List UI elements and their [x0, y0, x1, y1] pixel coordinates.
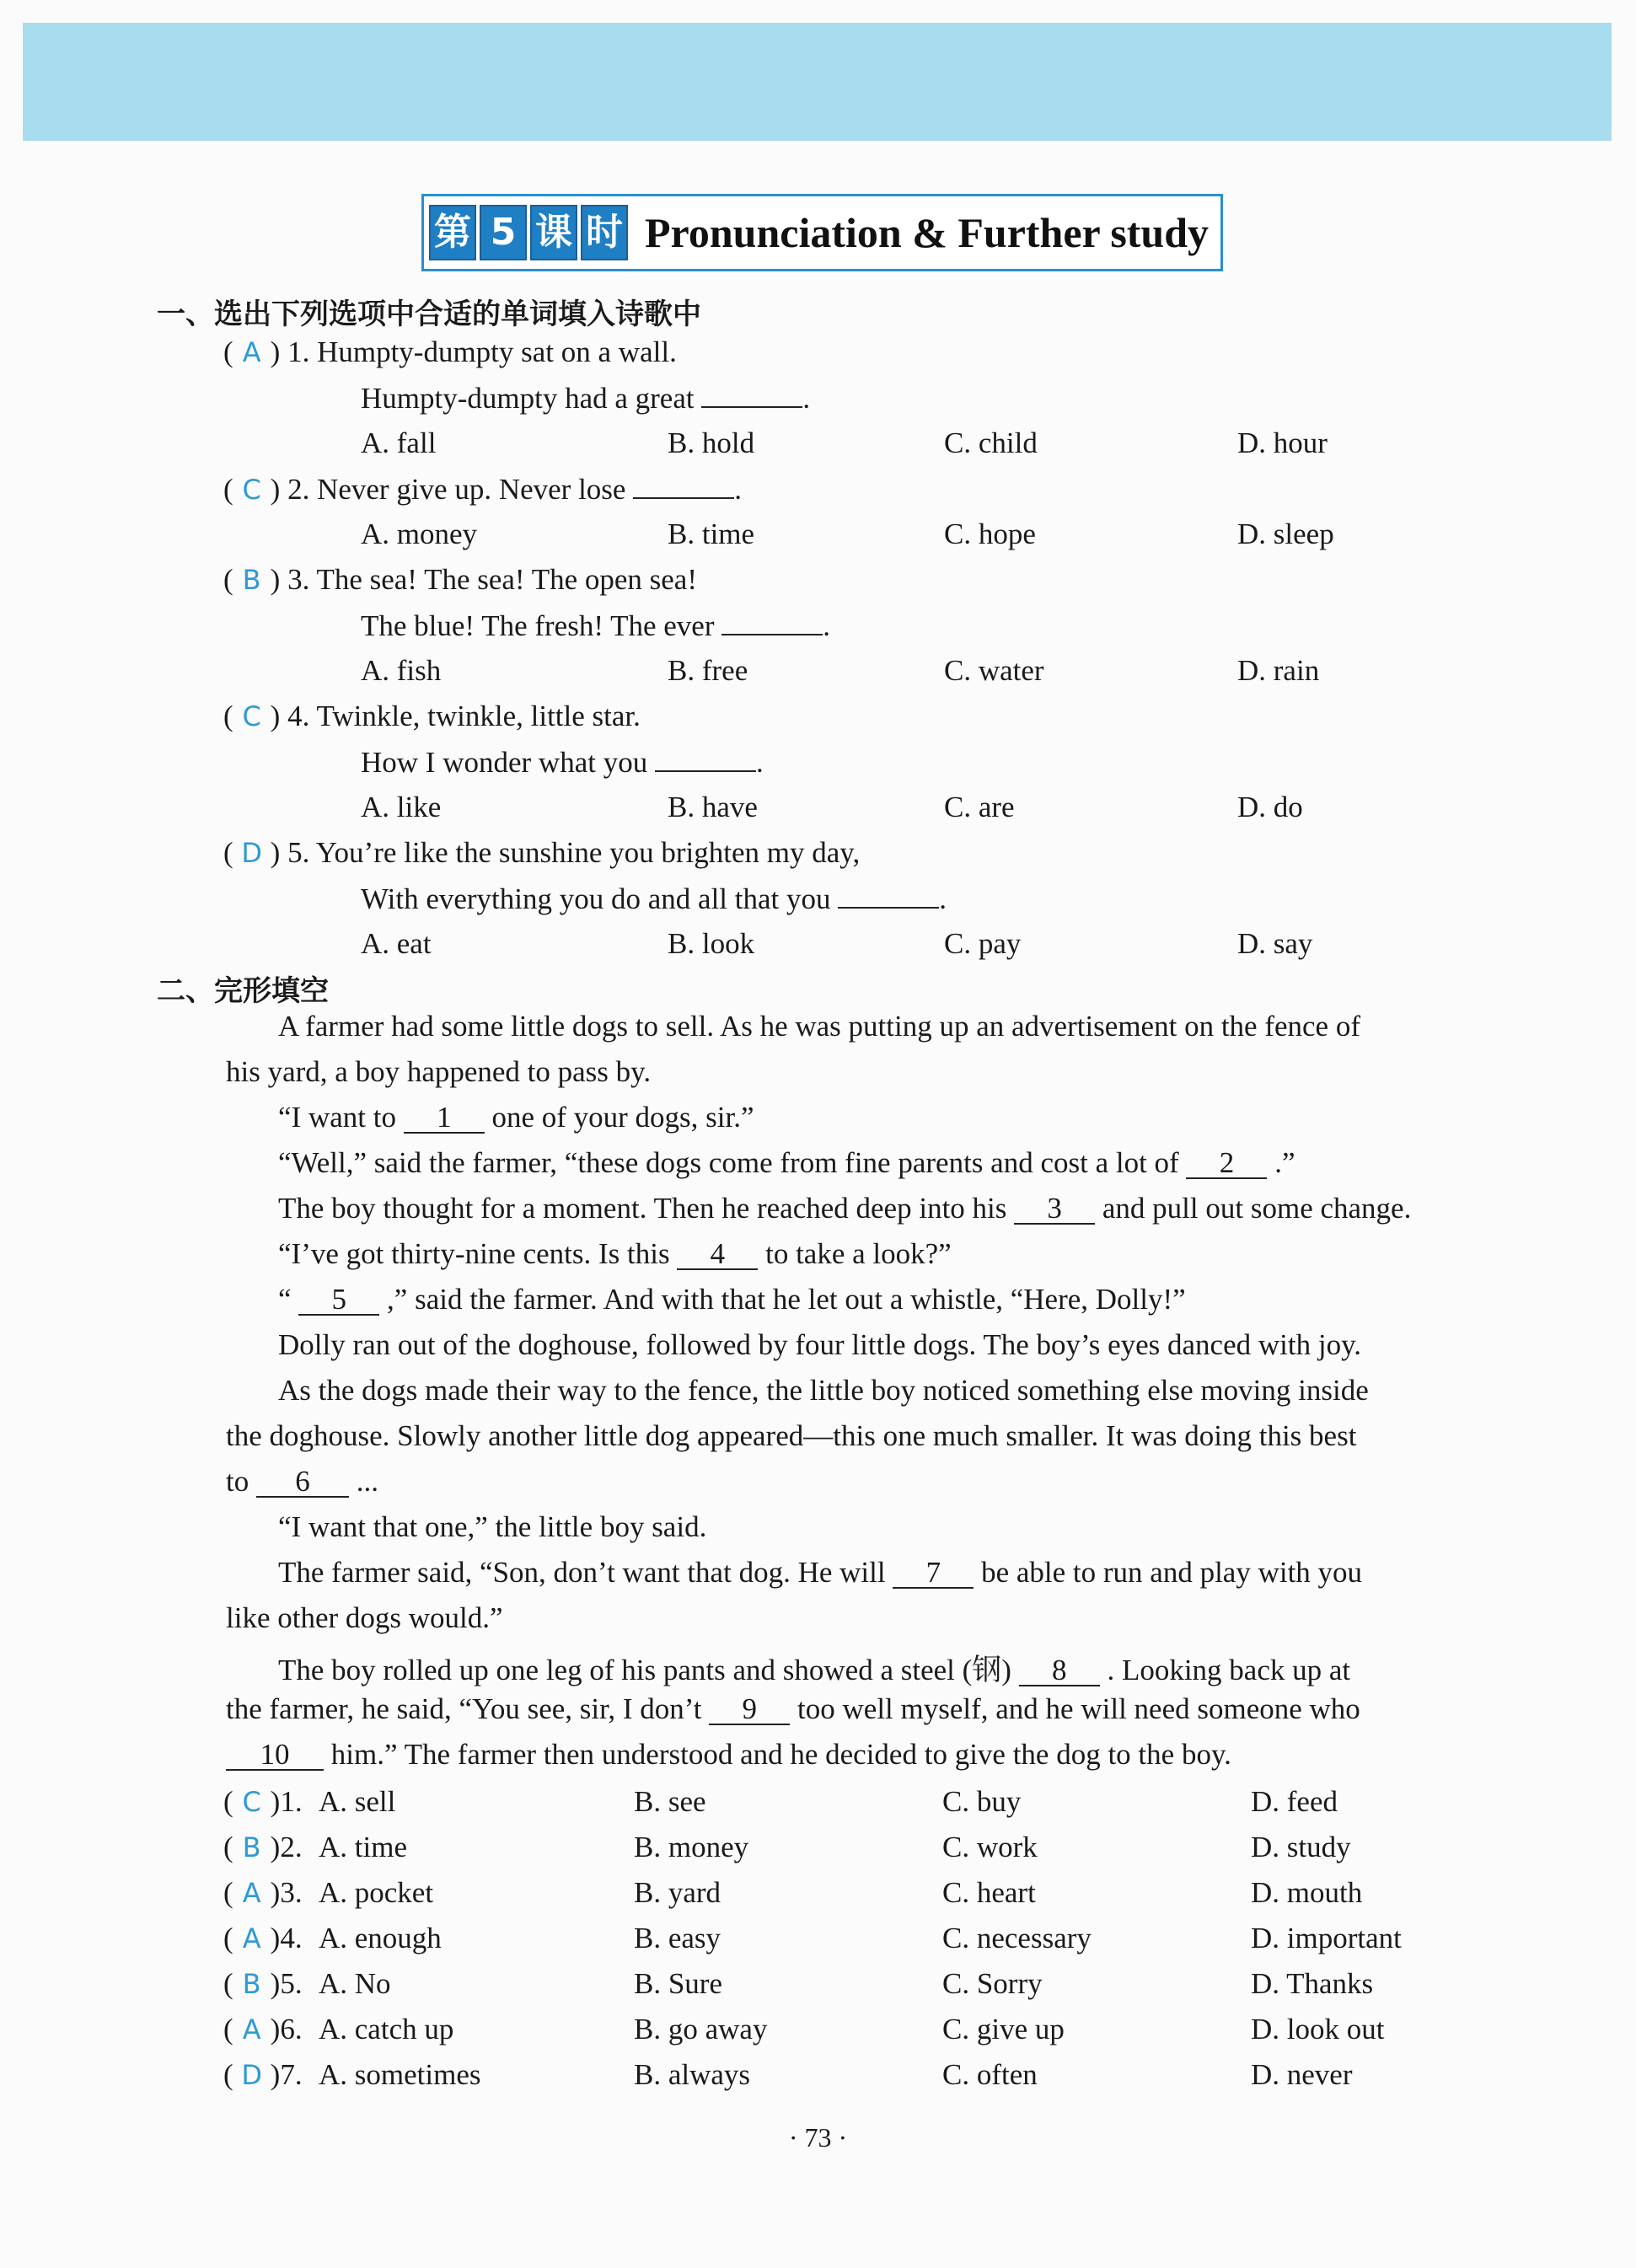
passage-text: be able to run and play with you	[981, 1556, 1363, 1589]
passage-text: The boy rolled up one leg of his pants and showed a steel (钢)	[278, 1654, 1011, 1686]
blank-9: 9	[709, 1695, 790, 1725]
passage-text: “I’ve got thirty-nine cents. Is this	[278, 1237, 670, 1270]
answer-mark: A	[242, 1922, 261, 1954]
option: D. study	[1251, 1831, 1351, 1863]
badge-char: 第	[429, 205, 476, 260]
question-number: 5.	[287, 836, 310, 869]
question-line: How I wonder what you	[361, 746, 648, 779]
option: C. are	[944, 791, 1015, 823]
question-line: The sea! The sea! The open sea!	[316, 563, 697, 596]
passage-text: ...	[356, 1465, 378, 1498]
option: A. catch up	[319, 2013, 454, 2045]
passage-line: Dolly ran out of the doghouse, followed by four little dogs. The boy’s eyes danced with joy.	[278, 1328, 1362, 1361]
option: C. pay	[944, 927, 1022, 960]
passage-text: .”	[1274, 1146, 1295, 1179]
option: B. hold	[668, 426, 755, 459]
option: D. say	[1237, 927, 1313, 960]
blank-7: 7	[893, 1558, 974, 1589]
passage-line: A farmer had some little dogs to sell. As he was putting up an advertisement on the fence of	[278, 1010, 1360, 1043]
cloze-question-5	[223, 1967, 303, 2001]
option: C. work	[942, 1831, 1038, 1863]
close-paren: )	[270, 1922, 281, 1954]
passage-line: like other dogs would.”	[226, 1601, 503, 1634]
option: A. fall	[361, 426, 437, 459]
option: A. enough	[319, 1922, 442, 1954]
question-number: 4.	[287, 700, 310, 732]
passage-text: The farmer said, “Son, don’t want that dog. He will	[278, 1556, 886, 1589]
option: D. look out	[1251, 2013, 1385, 2045]
close-paren: )	[270, 335, 281, 368]
title-text: Pronunciation & Further study	[645, 209, 1210, 256]
answer-blank	[655, 745, 756, 772]
open-paren: (	[223, 1785, 233, 1818]
option: C. often	[942, 2058, 1038, 2091]
option: C. Sorry	[942, 1967, 1043, 2000]
answer-mark: D	[241, 837, 262, 869]
open-paren: (	[223, 1967, 233, 2000]
passage-text: and pull out some change.	[1102, 1192, 1412, 1225]
cloze-question-7	[223, 2058, 303, 2092]
answer-mark: B	[242, 1831, 261, 1863]
cloze-question-4	[223, 1922, 303, 1955]
option: A. fish	[361, 654, 442, 687]
question-number: 7.	[280, 2058, 303, 2091]
answer-blank	[838, 882, 939, 909]
passage-text: The boy thought for a moment. Then he reached deep into his	[278, 1192, 1007, 1225]
cloze-question-2	[223, 1831, 303, 1864]
open-paren: (	[223, 700, 233, 732]
option: C. water	[944, 654, 1044, 687]
answer-blank	[701, 381, 802, 408]
blank-6: 6	[256, 1467, 349, 1498]
answer-mark: D	[241, 2059, 262, 2091]
close-paren: )	[270, 700, 281, 732]
option: C. give up	[942, 2013, 1065, 2045]
open-paren: (	[223, 836, 233, 869]
question-number: 1.	[280, 1785, 303, 1818]
passage-text: “I want to	[278, 1101, 396, 1134]
option: D. mouth	[1251, 1876, 1363, 1909]
option: A. sometimes	[319, 2058, 481, 2091]
passage-text: too well myself, and he will need someone who	[797, 1692, 1360, 1725]
line-end: .	[755, 746, 764, 779]
question-number: 2.	[287, 473, 310, 506]
answer-mark: C	[242, 474, 261, 506]
passage-text: to take a look?”	[765, 1237, 952, 1270]
answer-mark: C	[242, 700, 261, 732]
question-2	[223, 472, 742, 507]
option: B. go away	[634, 2013, 768, 2045]
blank-1: 1	[404, 1103, 485, 1134]
option: B. free	[668, 654, 748, 687]
answer-blank	[721, 609, 823, 635]
open-paren: (	[223, 473, 233, 506]
option: A. money	[361, 517, 478, 550]
option: B. time	[668, 517, 755, 550]
open-paren: (	[223, 563, 233, 596]
line-end: .	[734, 473, 742, 506]
badge-char: 时	[581, 205, 628, 260]
lesson-title	[421, 194, 1223, 271]
question-4	[223, 700, 641, 733]
close-paren: )	[270, 473, 281, 506]
question-number: 1.	[287, 335, 310, 368]
option: B. see	[634, 1785, 706, 1818]
passage-line	[278, 1146, 1295, 1180]
passage-line: his yard, a boy happened to pass by.	[226, 1055, 652, 1088]
close-paren: )	[270, 1831, 281, 1863]
open-paren: (	[223, 1922, 233, 1954]
close-paren: )	[270, 1876, 281, 1909]
question-number: 3.	[280, 1876, 303, 1909]
passage-line: “I want that one,” the little boy said.	[278, 1510, 707, 1543]
answer-mark: C	[242, 1786, 261, 1818]
close-paren: )	[270, 2013, 281, 2045]
question-line-2	[361, 882, 947, 916]
lesson-badge	[429, 205, 631, 260]
option: D. never	[1251, 2058, 1353, 2091]
passage-line	[278, 1283, 1186, 1316]
header-band	[23, 23, 1612, 141]
question-number: 3.	[287, 563, 310, 596]
question-line: Humpty-dumpty sat on a wall.	[317, 335, 677, 368]
passage-text: . Looking back up at	[1107, 1654, 1351, 1686]
option: D. Thanks	[1251, 1967, 1374, 2000]
blank-3: 3	[1014, 1194, 1095, 1225]
question-number: 2.	[280, 1831, 303, 1863]
option: C. hope	[944, 517, 1036, 550]
question-number: 5.	[280, 1967, 303, 2000]
option: D. hour	[1237, 426, 1328, 459]
passage-text: one of your dogs, sir.”	[491, 1101, 754, 1134]
option: C. necessary	[942, 1922, 1092, 1954]
question-line-2	[361, 745, 764, 780]
option: C. child	[944, 426, 1038, 459]
answer-mark: B	[242, 1968, 261, 2000]
option: B. yard	[634, 1876, 721, 1909]
open-paren: (	[223, 1876, 233, 1909]
option: A. sell	[319, 1785, 396, 1818]
answer-mark: A	[242, 2013, 261, 2045]
close-paren: )	[270, 1967, 281, 2000]
option: C. buy	[942, 1785, 1022, 1818]
question-line: Twinkle, twinkle, little star.	[316, 700, 641, 732]
question-line: Humpty-dumpty had a great	[361, 382, 695, 415]
question-line-2	[361, 609, 830, 643]
blank-4: 4	[677, 1240, 758, 1270]
passage-text: “Well,” said the farmer, “these dogs come from fine parents and cost a lot of	[278, 1146, 1179, 1179]
close-paren: )	[270, 836, 281, 869]
option: D. important	[1251, 1922, 1402, 1954]
section2-heading: 二、完形填空	[157, 974, 329, 1008]
question-number: 4.	[280, 1922, 303, 1954]
passage-line: As the dogs made their way to the fence, the little boy noticed something else moving inside	[278, 1374, 1369, 1407]
option: D. feed	[1251, 1785, 1338, 1818]
question-line: Never give up. Never lose	[317, 473, 626, 506]
passage-line	[226, 1465, 378, 1499]
option: B. easy	[634, 1922, 721, 1954]
open-paren: (	[223, 2013, 233, 2045]
option: B. always	[634, 2058, 751, 2091]
option: D. sleep	[1237, 517, 1334, 550]
option: D. rain	[1237, 654, 1320, 687]
answer-blank	[633, 472, 734, 499]
close-paren: )	[270, 563, 281, 596]
answer-mark: B	[242, 564, 261, 596]
question-line-2	[361, 381, 810, 416]
passage-line	[278, 1101, 754, 1134]
passage-text: ,” said the farmer. And with that he let out a whistle, “Here, Dolly!”	[387, 1283, 1186, 1316]
passage-line	[278, 1647, 1350, 1689]
option: B. look	[668, 927, 755, 960]
question-number: 6.	[280, 2013, 303, 2045]
section1-heading: 一、选出下列选项中合适的单词填入诗歌中	[157, 298, 701, 331]
line-end: .	[939, 882, 947, 915]
option: A. time	[319, 1831, 407, 1863]
blank-5: 5	[298, 1285, 379, 1316]
option: D. do	[1237, 791, 1303, 823]
blank-10: 10	[226, 1740, 324, 1771]
passage-text: the farmer, he said, “You see, sir, I don’t	[226, 1692, 702, 1725]
blank-2: 2	[1186, 1149, 1267, 1179]
line-end: .	[823, 609, 830, 642]
passage-text: him.” The farmer then understood and he decided to give the dog to the boy.	[330, 1738, 1231, 1771]
cloze-question-6	[223, 2013, 303, 2046]
close-paren: )	[270, 2058, 281, 2091]
page-number: · 73 ·	[788, 2122, 848, 2153]
badge-char: 课	[530, 205, 577, 260]
option: B. money	[634, 1831, 749, 1863]
option: C. heart	[942, 1876, 1036, 1909]
cloze-question-1	[223, 1785, 303, 1819]
passage-line	[226, 1738, 1231, 1772]
question-line: With everything you do and all that you	[361, 882, 831, 915]
option: B. have	[668, 791, 758, 823]
answer-mark: A	[242, 336, 261, 368]
badge-char: 5	[480, 205, 527, 260]
option: B. Sure	[634, 1967, 722, 2000]
line-end: .	[802, 382, 811, 415]
question-line: The blue! The fresh! The ever	[361, 609, 715, 642]
question-5	[223, 836, 860, 870]
open-paren: (	[223, 1831, 233, 1863]
cloze-question-3	[223, 1876, 303, 1910]
open-paren: (	[223, 335, 233, 368]
passage-text: “	[278, 1283, 292, 1316]
question-1	[223, 335, 677, 369]
open-paren: (	[223, 2058, 233, 2091]
answer-mark: A	[242, 1877, 261, 1909]
close-paren: )	[270, 1785, 281, 1818]
option: A. eat	[361, 927, 432, 960]
option: A. No	[319, 1967, 391, 2000]
question-line: You’re like the sunshine you brighten my day,	[315, 836, 861, 869]
blank-8: 8	[1019, 1656, 1100, 1686]
passage-line: the doghouse. Slowly another little dog appeared—this one much smaller. It was doing this best	[226, 1419, 1357, 1452]
passage-line	[278, 1237, 952, 1271]
option: A. pocket	[319, 1876, 434, 1909]
passage-text: to	[226, 1465, 249, 1498]
question-3	[223, 563, 697, 597]
passage-line	[226, 1692, 1360, 1726]
passage-line	[278, 1556, 1362, 1590]
passage-line	[278, 1192, 1411, 1225]
option: A. like	[361, 791, 442, 823]
